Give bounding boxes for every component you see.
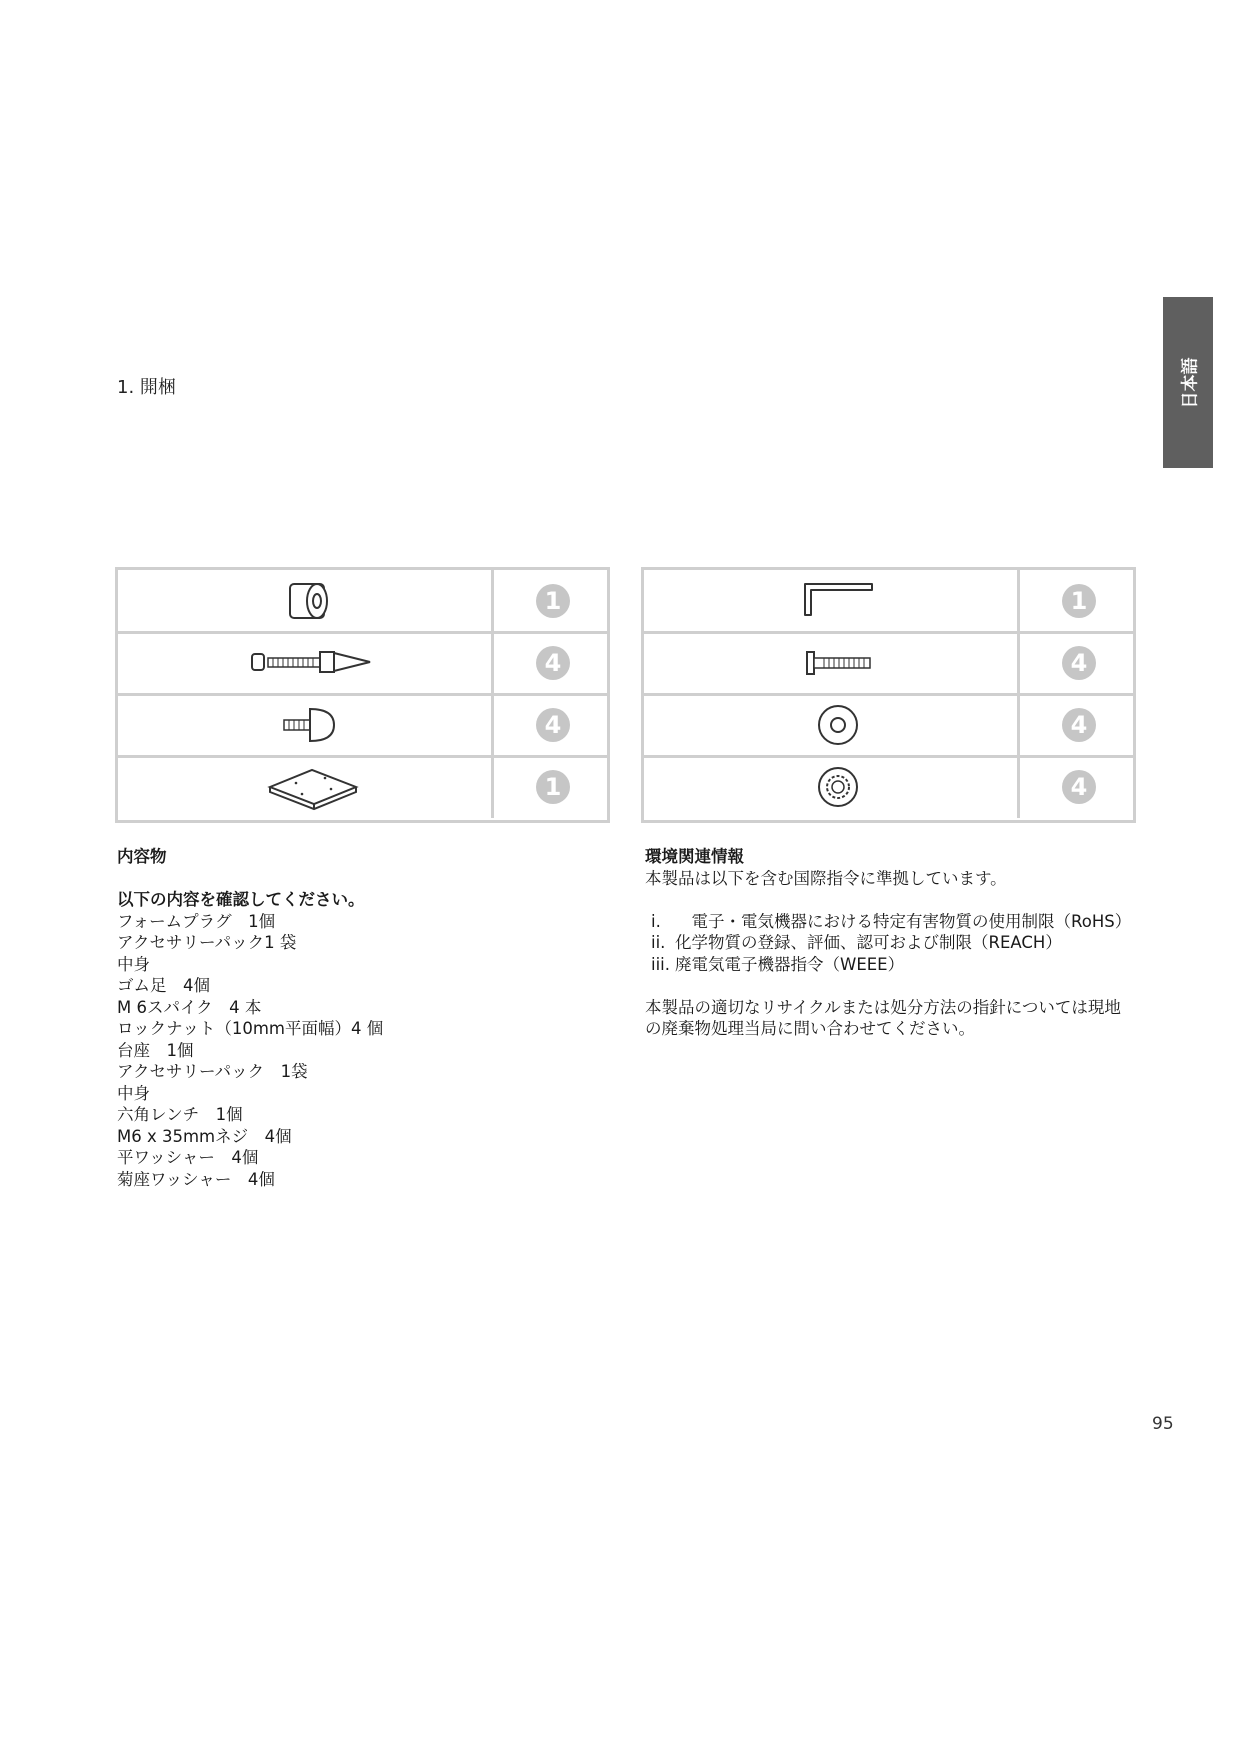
part-row-lock-washer [644, 756, 1133, 818]
environment-section [645, 846, 1165, 1040]
part-row-base-plate [118, 756, 607, 818]
contents-subtitle: 以下の内容を確認してください。 [117, 890, 365, 909]
environment-intro: 本製品は以下を含む国際指令に準拠しています。 [645, 868, 1007, 888]
contents-line: M 6スパイク 4 本 [117, 997, 262, 1017]
recycle-note-line: の廃棄物処理当局に問い合わせてください。 [645, 1019, 975, 1038]
lock-washer-icon [644, 756, 1017, 818]
qty-badge: 4 [1062, 646, 1096, 680]
contents-line: 中身 [117, 954, 150, 974]
part-row-screw [644, 632, 1133, 694]
contents-line: 菊座ワッシャー 4個 [117, 1169, 275, 1189]
contents-title: 内容物 [117, 847, 167, 866]
screw-icon [644, 632, 1017, 694]
qty-badge: 4 [536, 646, 570, 680]
qty-badge: 1 [1062, 584, 1096, 618]
foam-plug-icon [118, 570, 491, 632]
qty-badge: 4 [1062, 770, 1096, 804]
part-row-foam-plug [118, 570, 607, 632]
base-plate-icon [118, 756, 491, 818]
language-tab-label: 日本語 [1180, 357, 1201, 408]
contents-line: 中身 [117, 1083, 150, 1103]
qty-badge: 1 [536, 770, 570, 804]
directive-text: 廃電気電子機器指令（WEEE） [675, 954, 905, 974]
contents-line: 台座 1個 [117, 1040, 194, 1060]
part-row-spike [118, 632, 607, 694]
rubber-foot-icon [118, 694, 491, 756]
directive-item [645, 954, 1165, 976]
contents-line: M6 x 35mmネジ 4個 [117, 1126, 292, 1146]
parts-table-right [641, 567, 1136, 823]
directive-item [645, 911, 1165, 933]
contents-line: アクセサリーパック 1袋 [117, 1062, 308, 1081]
page-number: 95 [1152, 1414, 1174, 1434]
contents-line: ロックナット（10mm平面幅）4 個 [117, 1019, 384, 1038]
qty-badge: 1 [536, 584, 570, 618]
flat-washer-icon [644, 694, 1017, 756]
directive-number: ii. [651, 933, 666, 952]
directive-item [645, 932, 1165, 954]
part-row-hex-wrench [644, 570, 1133, 632]
hex-wrench-icon [644, 570, 1017, 632]
part-row-rubber-foot [118, 694, 607, 756]
environment-title: 環境関連情報 [645, 847, 744, 866]
contents-line: ゴム足 4個 [117, 976, 210, 995]
language-tab [1163, 297, 1213, 468]
part-row-flat-washer [644, 694, 1133, 756]
spike-icon [118, 632, 491, 694]
contents-line: アクセサリーパック1 袋 [117, 933, 297, 952]
qty-badge: 4 [1062, 708, 1096, 742]
contents-line: 六角レンチ 1個 [117, 1105, 243, 1124]
recycle-note-line: 本製品の適切なリサイクルまたは処分方法の指針については現地 [645, 997, 1121, 1017]
directive-text: 電子・電気機器における特定有害物質の使用制限（RoHS） [675, 911, 1132, 931]
section-heading: 1. 開梱 [117, 377, 176, 398]
contents-line: 平ワッシャー 4個 [117, 1148, 259, 1167]
contents-line: フォームプラグ 1個 [117, 911, 276, 931]
contents-section [117, 846, 597, 1190]
parts-table-left [115, 567, 610, 823]
directive-number: i. [651, 911, 661, 931]
directive-number: iii. [651, 954, 670, 974]
qty-badge: 4 [536, 708, 570, 742]
directive-text: 化学物質の登録、評価、認可および制限（REACH） [675, 933, 1062, 952]
